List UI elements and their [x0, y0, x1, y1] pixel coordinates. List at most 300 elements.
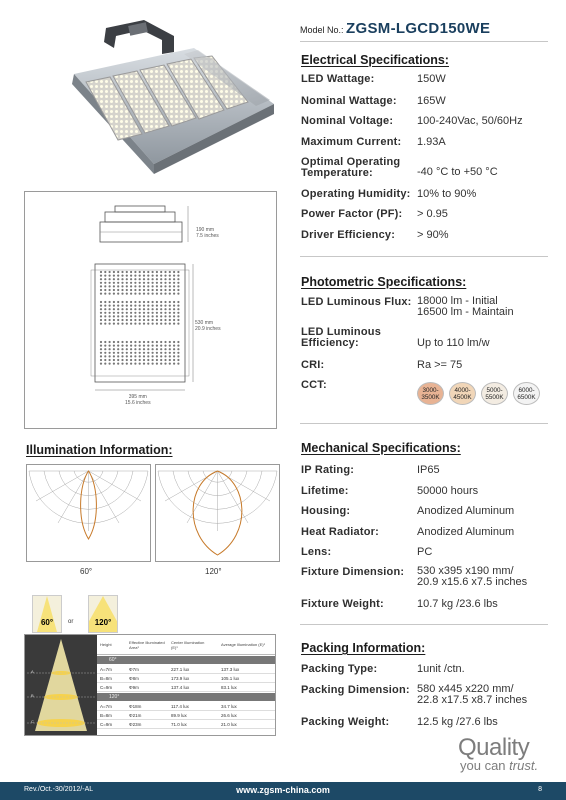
drawing-led-dot — [156, 278, 158, 280]
drawing-led-dot — [177, 289, 179, 291]
drawing-led-dot — [160, 355, 162, 357]
drawing-led-dot — [100, 355, 102, 357]
drawing-led-dot — [104, 315, 106, 317]
drawing-led-dot — [169, 275, 171, 277]
drawing-led-dot — [121, 275, 123, 277]
illumination-title: Illumination Information: — [26, 443, 173, 457]
footer-page-number: 8 — [538, 786, 542, 793]
drawing-led-dot — [152, 285, 154, 287]
illumination-cone-diagram — [25, 635, 97, 735]
drawing-led-dot — [113, 285, 115, 287]
drawing-led-dot — [143, 341, 145, 343]
group-label-120: 120° — [97, 693, 275, 701]
header-center: Center Illumination (E)¹ — [171, 639, 205, 650]
drawing-led-dot — [160, 352, 162, 354]
mechanical-title: Mechanical Specifications: — [301, 441, 461, 455]
drawing-led-dot — [147, 348, 149, 350]
drawing-led-dot — [117, 308, 119, 310]
cct-chip-line1: 5000- — [486, 387, 503, 394]
value-housing: Anodized Aluminum — [417, 505, 515, 517]
drawing-led-dot — [156, 352, 158, 354]
drawing-led-dot — [109, 319, 111, 321]
drawing-led-dot — [177, 282, 179, 284]
drawing-led-dot — [160, 345, 162, 347]
drawing-led-dot — [173, 345, 175, 347]
drawing-led-dot — [130, 355, 132, 357]
drawing-led-dot — [139, 293, 141, 295]
drawing-led-dot — [160, 285, 162, 287]
drawing-led-dot — [147, 308, 149, 310]
cell-average: 137.3 lux — [221, 666, 240, 672]
drawing-led-dot — [152, 363, 154, 365]
polar-diagram-60 — [26, 464, 151, 562]
drawing-led-dot — [113, 345, 115, 347]
length-dimension — [195, 320, 221, 332]
drawing-led-dot — [173, 355, 175, 357]
drawing-led-dot — [147, 301, 149, 303]
drawing-led-dot — [121, 315, 123, 317]
drawing-led-dot — [147, 352, 149, 354]
drawing-led-dot — [156, 315, 158, 317]
cell-area: Φ9m — [129, 684, 139, 690]
drawing-led-dot — [156, 282, 158, 284]
drawing-led-dot — [121, 301, 123, 303]
cct-chip-line2: 3500K — [421, 394, 440, 401]
drawing-led-dot — [100, 308, 102, 310]
value-ip-rating: IP65 — [417, 464, 440, 476]
drawing-led-dot — [169, 323, 171, 325]
value-nominal-wattage: 165W — [417, 95, 446, 107]
drawing-led-dot — [177, 293, 179, 295]
drawing-led-dot — [109, 315, 111, 317]
drawing-led-dot — [156, 301, 158, 303]
drawing-led-dot — [117, 359, 119, 361]
drawing-led-dot — [104, 308, 106, 310]
table-row — [97, 711, 275, 720]
model-number-value: ZGSM-LGCD150WE — [346, 20, 491, 37]
label-luminous-efficiency — [301, 327, 381, 349]
drawing-led-dot — [147, 359, 149, 361]
drawing-led-dot — [147, 293, 149, 295]
drawing-led-dot — [113, 312, 115, 314]
drawing-led-dot — [160, 282, 162, 284]
drawing-led-dot — [104, 345, 106, 347]
drawing-led-dot — [134, 271, 136, 273]
drawing-led-dot — [143, 282, 145, 284]
drawing-led-dot — [117, 289, 119, 291]
drawing-led-dot — [177, 355, 179, 357]
drawing-led-dot — [100, 282, 102, 284]
drawing-led-dot — [164, 315, 166, 317]
drawing-led-dot — [130, 352, 132, 354]
drawing-led-dot — [164, 305, 166, 307]
drawing-led-dot — [173, 359, 175, 361]
drawing-led-dot — [143, 308, 145, 310]
drawing-led-dot — [100, 315, 102, 317]
drawing-led-dot — [100, 341, 102, 343]
drawing-led-dot — [156, 323, 158, 325]
drawing-led-dot — [160, 315, 162, 317]
drawing-led-dot — [134, 305, 136, 307]
drawing-led-dot — [121, 308, 123, 310]
electrical-title: Electrical Specifications: — [301, 53, 449, 67]
drawing-led-dot — [134, 352, 136, 354]
drawing-led-dot — [134, 345, 136, 347]
drawing-led-dot — [160, 278, 162, 280]
drawing-led-dot — [177, 323, 179, 325]
drawing-led-dot — [169, 359, 171, 361]
drawing-led-dot — [156, 363, 158, 365]
drawing-led-dot — [139, 289, 141, 291]
divider — [300, 256, 548, 257]
header-average: Average Illumination (E)¹ — [221, 642, 265, 647]
drawing-led-dot — [130, 305, 132, 307]
cct-chip-line1: 3000- — [422, 387, 439, 394]
drawing-led-dot — [126, 312, 128, 314]
drawing-led-dot — [134, 278, 136, 280]
drawing-led-dot — [147, 285, 149, 287]
drawing-led-dot — [143, 278, 145, 280]
drawing-led-dot — [109, 323, 111, 325]
drawing-led-dot — [152, 323, 154, 325]
width-dimension-inches: 15.6 inches — [125, 400, 151, 406]
cct-chip-6000k — [513, 382, 540, 405]
drawing-led-dot — [117, 282, 119, 284]
drawing-led-dot — [152, 341, 154, 343]
drawing-led-dot — [156, 293, 158, 295]
drawing-led-dot — [130, 308, 132, 310]
drawing-led-dot — [121, 285, 123, 287]
length-dimension-mm: 530 mm — [195, 320, 214, 326]
cell-average: 34.7 lux — [221, 703, 237, 709]
drawing-led-dot — [143, 301, 145, 303]
drawing-led-dot — [104, 301, 106, 303]
drawing-led-dot — [143, 348, 145, 350]
drawing-led-dot — [113, 305, 115, 307]
drawing-led-dot — [147, 319, 149, 321]
drawing-led-dot — [134, 315, 136, 317]
drawing-led-dot — [143, 315, 145, 317]
label-operating-humidity: Operating Humidity: — [301, 188, 411, 200]
footer-url[interactable]: www.zgsm-china.com — [236, 785, 330, 795]
header-height: Height — [100, 642, 112, 647]
drawing-led-dot — [104, 341, 106, 343]
drawing-led-dot — [100, 271, 102, 273]
label-cct: CCT: — [301, 379, 327, 391]
drawing-led-dot — [164, 355, 166, 357]
drawing-led-dot — [109, 308, 111, 310]
drawing-led-dot — [126, 348, 128, 350]
drawing-led-dot — [117, 345, 119, 347]
drawing-led-dot — [104, 285, 106, 287]
drawing-led-dot — [130, 359, 132, 361]
drawing-led-dot — [143, 305, 145, 307]
drawing-led-dot — [134, 355, 136, 357]
drawing-led-dot — [177, 319, 179, 321]
drawing-led-dot — [152, 312, 154, 314]
drawing-led-dot — [104, 359, 106, 361]
drawing-led-dot — [169, 285, 171, 287]
label-fixture-dimension: Fixture Dimension: — [301, 566, 405, 578]
cell-average: 21.0 lux — [221, 721, 237, 727]
cell-height: A=7m — [100, 703, 112, 709]
value-fixture-dimension — [417, 566, 527, 588]
side-label-a: A — [31, 669, 34, 674]
drawing-led-dot — [173, 341, 175, 343]
drawing-led-dot — [113, 323, 115, 325]
drawing-led-dot — [156, 285, 158, 287]
divider — [300, 41, 548, 42]
drawing-led-dot — [143, 271, 145, 273]
drawing-led-dot — [109, 345, 111, 347]
drawing-led-dot — [143, 352, 145, 354]
drawing-led-dot — [160, 363, 162, 365]
photometric-title: Photometric Specifications: — [301, 275, 467, 289]
drawing-led-dot — [139, 323, 141, 325]
drawing-led-dot — [173, 319, 175, 321]
drawing-led-dot — [121, 293, 123, 295]
drawing-led-dot — [164, 275, 166, 277]
label-housing: Housing: — [301, 505, 351, 517]
drawing-led-dot — [156, 348, 158, 350]
value-packing-dimension — [417, 684, 527, 706]
value-lifetime: 50000 hours — [417, 485, 479, 497]
drawing-led-dot — [130, 285, 132, 287]
drawing-led-dot — [113, 341, 115, 343]
drawing-led-dot — [117, 315, 119, 317]
value-packing-weight: 12.5 kg /27.6 lbs — [417, 716, 498, 728]
drawing-led-dot — [100, 352, 102, 354]
drawing-led-dot — [143, 355, 145, 357]
table-row — [97, 665, 275, 674]
drawing-led-dot — [104, 352, 106, 354]
drawing-led-dot — [143, 363, 145, 365]
drawing-led-dot — [169, 282, 171, 284]
label-cri: CRI: — [301, 359, 325, 371]
drawing-led-dot — [126, 301, 128, 303]
model-number — [300, 20, 490, 37]
drawing-led-dot — [134, 348, 136, 350]
drawing-led-dot — [169, 315, 171, 317]
cell-area: Φ7m — [129, 666, 139, 672]
drawing-led-dot — [164, 301, 166, 303]
drawing-led-dot — [117, 285, 119, 287]
drawing-led-dot — [177, 315, 179, 317]
drawing-led-dot — [121, 359, 123, 361]
drawing-led-dot — [100, 301, 102, 303]
value-packing-dimension-inches: 22.8 x17.5 x8.7 inches — [417, 694, 528, 706]
model-prefix: Model No.: — [300, 25, 344, 35]
drawing-led-dot — [173, 305, 175, 307]
drawing-led-dot — [139, 308, 141, 310]
group-label-60: 60° — [97, 656, 275, 664]
drawing-led-dot — [100, 348, 102, 350]
drawing-led-dot — [109, 293, 111, 295]
label-nominal-wattage: Nominal Wattage: — [301, 95, 397, 107]
cct-chip-5000k — [481, 382, 508, 405]
label-packing-weight: Packing Weight: — [301, 716, 390, 728]
cell-area: Φ8m — [129, 675, 139, 681]
drawing-led-dot — [130, 275, 132, 277]
value-luminous-flux-initial: 18000 lm - Initial — [417, 295, 498, 307]
drawing-led-dot — [177, 278, 179, 280]
quality-logo — [458, 734, 548, 774]
drawing-led-dot — [160, 359, 162, 361]
drawing-led-dot — [143, 275, 145, 277]
drawing-led-dot — [104, 293, 106, 295]
drawing-led-dot — [156, 355, 158, 357]
drawing-led-dot — [164, 341, 166, 343]
label-lifetime: Lifetime: — [301, 485, 349, 497]
drawing-led-dot — [164, 312, 166, 314]
packing-title: Packing Information: — [301, 641, 426, 655]
drawing-led-dot — [109, 341, 111, 343]
drawing-led-dot — [139, 352, 141, 354]
drawing-led-dot — [139, 285, 141, 287]
drawing-led-dot — [177, 359, 179, 361]
drawing-led-dot — [104, 278, 106, 280]
side-label-c: C — [31, 719, 34, 724]
drawing-led-dot — [121, 289, 123, 291]
drawing-led-dot — [104, 312, 106, 314]
drawing-led-dot — [121, 271, 123, 273]
drawing-led-dot — [113, 293, 115, 295]
drawing-led-dot — [100, 293, 102, 295]
drawing-led-dot — [177, 271, 179, 273]
drawing-led-dot — [117, 319, 119, 321]
drawing-led-dot — [160, 348, 162, 350]
drawing-led-dot — [121, 363, 123, 365]
value-lens: PC — [417, 546, 433, 558]
divider — [300, 423, 548, 424]
drawing-led-dot — [152, 271, 154, 273]
drawing-led-dot — [152, 355, 154, 357]
drawing-led-dot — [177, 308, 179, 310]
polar-caption-60: 60° — [80, 567, 93, 576]
drawing-led-dot — [100, 275, 102, 277]
drawing-led-dot — [134, 301, 136, 303]
drawing-led-dot — [164, 323, 166, 325]
drawing-led-dot — [173, 285, 175, 287]
drawing-led-dot — [121, 345, 123, 347]
drawing-led-dot — [139, 278, 141, 280]
drawing-led-dot — [164, 363, 166, 365]
drawing-led-dot — [139, 319, 141, 321]
drawing-led-dot — [130, 282, 132, 284]
drawing-led-dot — [173, 323, 175, 325]
cell-area: Φ23m — [129, 721, 142, 727]
drawing-led-dot — [173, 282, 175, 284]
drawing-led-dot — [139, 301, 141, 303]
drawing-led-dot — [130, 271, 132, 273]
cell-average: 26.6 lux — [221, 712, 237, 718]
height-dimension-mm: 190 mm — [196, 227, 215, 233]
drawing-led-dot — [117, 275, 119, 277]
cell-height: A=7m — [100, 666, 112, 672]
drawing-led-dot — [156, 319, 158, 321]
label-power-factor: Power Factor (PF): — [301, 208, 403, 220]
drawing-led-dot — [164, 285, 166, 287]
drawing-led-dot — [126, 285, 128, 287]
drawing-led-dot — [113, 348, 115, 350]
drawing-led-dot — [160, 293, 162, 295]
drawing-led-dot — [130, 319, 132, 321]
table-header — [97, 635, 275, 655]
drawing-led-dot — [117, 312, 119, 314]
drawing-led-dot — [152, 308, 154, 310]
drawing-led-dot — [156, 289, 158, 291]
cct-chip-line2: 4500K — [453, 394, 472, 401]
cell-center: 227.1 lux — [171, 666, 190, 672]
drawing-led-dot — [130, 293, 132, 295]
drawing-led-dot — [173, 278, 175, 280]
cct-chip-line1: 4000- — [454, 387, 471, 394]
drawing-led-dot — [113, 308, 115, 310]
drawing-led-dot — [121, 355, 123, 357]
drawing-led-dot — [169, 289, 171, 291]
drawing-led-dot — [113, 355, 115, 357]
drawing-led-dot — [169, 308, 171, 310]
drawing-led-dot — [113, 301, 115, 303]
label-maximum-current: Maximum Current: — [301, 136, 402, 148]
drawing-led-dot — [126, 305, 128, 307]
drawing-led-dot — [139, 341, 141, 343]
drawing-led-dot — [147, 278, 149, 280]
value-driver-efficiency: > 90% — [417, 229, 449, 241]
beam-120-label: 120° — [94, 618, 112, 627]
drawing-led-dot — [126, 278, 128, 280]
drawing-led-dot — [109, 278, 111, 280]
drawing-led-dot — [117, 301, 119, 303]
value-packing-type: 1unit /ctn. — [417, 663, 465, 675]
polar-grid-120 — [156, 465, 279, 561]
cell-center: 71.0 lux — [171, 721, 187, 727]
drawing-led-dot — [134, 285, 136, 287]
drawing-led-dot — [173, 275, 175, 277]
drawing-led-dot — [134, 319, 136, 321]
drawing-led-dot — [104, 282, 106, 284]
value-packing-dimension-mm: 580 x445 x220 mm/ — [417, 683, 514, 695]
drawing-led-dot — [169, 305, 171, 307]
cell-average: 105.1 lux — [221, 675, 240, 681]
drawing-led-dot — [139, 305, 141, 307]
cell-average: 83.1 lux — [221, 684, 237, 690]
drawing-led-dot — [134, 341, 136, 343]
drawing-led-dot — [164, 293, 166, 295]
drawing-led-dot — [130, 315, 132, 317]
drawing-led-dot — [160, 301, 162, 303]
drawing-led-dot — [143, 319, 145, 321]
drawing-led-dot — [126, 359, 128, 361]
drawing-led-dot — [109, 305, 111, 307]
drawing-led-dot — [104, 355, 106, 357]
quality-logo-main: Quality — [458, 734, 530, 761]
drawing-led-dot — [113, 359, 115, 361]
cell-center: 173.9 lux — [171, 675, 190, 681]
drawing-led-dot — [109, 348, 111, 350]
label-led-wattage: LED Wattage: — [301, 73, 375, 85]
drawing-led-dot — [152, 301, 154, 303]
drawing-led-dot — [147, 345, 149, 347]
drawing-led-dot — [113, 352, 115, 354]
drawing-led-dot — [164, 308, 166, 310]
drawing-led-dot — [100, 285, 102, 287]
drawing-led-dot — [169, 352, 171, 354]
drawing-led-dot — [117, 348, 119, 350]
drawing-led-dot — [152, 293, 154, 295]
quality-logo-sub-2: trust. — [509, 758, 539, 773]
drawing-led-dot — [130, 278, 132, 280]
